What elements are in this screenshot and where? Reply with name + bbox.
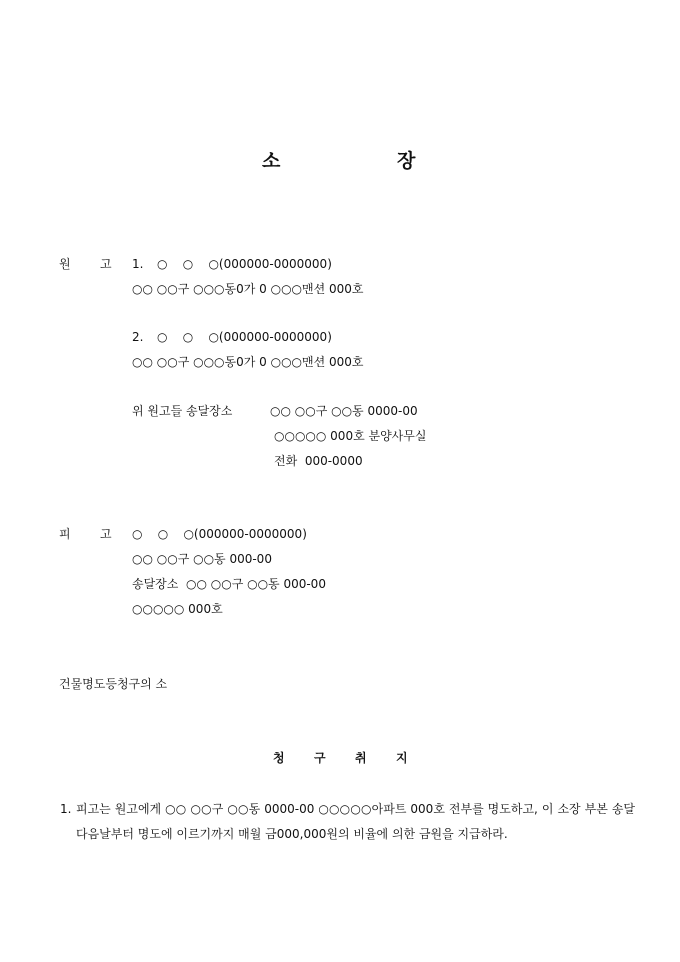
- plaintiff-1-name: ○ ○ ○(000000-0000000): [157, 257, 332, 271]
- plaintiff-service-address: ○○ ○○구 ○○동 0000-00: [270, 404, 418, 418]
- defendant-service-address-2: ○○○○○ 000호: [132, 602, 223, 616]
- title-char-1: 소: [262, 150, 281, 172]
- plaintiff-phone: 전화 000-0000: [274, 454, 363, 468]
- plaintiff-2-name: ○ ○ ○(000000-0000000): [157, 330, 332, 344]
- plaintiff-2-address: ○○ ○○구 ○○○동0가 0 ○○○맨션 000호: [132, 355, 364, 369]
- plaintiff-1-number: 1.: [132, 257, 144, 271]
- defendant-name: ○ ○ ○(000000-0000000): [132, 527, 307, 541]
- defendant-address: ○○ ○○구 ○○동 000-00: [132, 552, 272, 566]
- claim-heading-char-1: 청: [273, 751, 285, 765]
- plaintiff-label-2: 고: [100, 257, 112, 271]
- claim-item: [60, 797, 635, 847]
- defendant-label-1: 피: [59, 527, 71, 541]
- plaintiff-1-address: ○○ ○○구 ○○○동0가 0 ○○○맨션 000호: [132, 282, 364, 296]
- claim-heading-char-2: 구: [314, 751, 326, 765]
- plaintiff-service-address-2: ○○○○○ 000호 분양사무실: [274, 429, 427, 443]
- claim-heading-char-4: 지: [396, 751, 408, 765]
- plaintiff-label-1: 원: [59, 257, 71, 271]
- case-name: 건물명도등청구의 소: [59, 677, 168, 691]
- claim-heading-char-3: 취: [355, 751, 367, 765]
- claim-number: 1.: [60, 802, 72, 816]
- title-char-2: 장: [397, 150, 416, 172]
- defendant-label-2: 고: [100, 527, 112, 541]
- plaintiff-service-label: 위 원고들 송달장소: [132, 404, 233, 418]
- plaintiff-2-number: 2.: [132, 330, 144, 344]
- defendant-service-address: 송달장소 ○○ ○○구 ○○동 000-00: [132, 577, 326, 591]
- claim-text: 피고는 원고에게 ○○ ○○구 ○○동 0000-00 ○○○○○아파트 000호 전부를 명도하고, 이 소장 부본 송달 다음날부터 명도에 이르기까지 매월 금000,000원의 비율에 의한 금원을 지급하라.: [76, 802, 635, 841]
